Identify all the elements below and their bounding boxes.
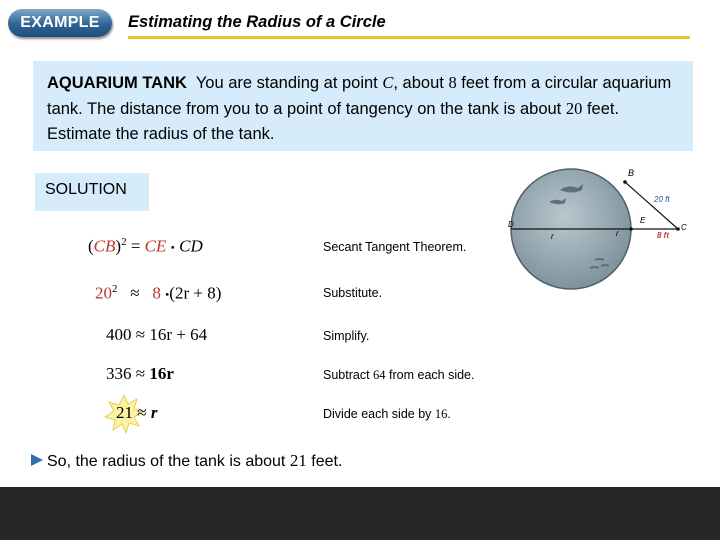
eq3-approx: ≈ <box>135 325 146 344</box>
equation-5 <box>116 403 157 423</box>
equation-2 <box>95 283 221 304</box>
equation-3 <box>106 325 207 345</box>
step-5-reason-num: 16 <box>434 407 448 421</box>
step-4-reason-b: from each side. <box>389 368 475 382</box>
result-text-b: feet. <box>311 453 343 470</box>
tangent-line <box>625 182 678 229</box>
problem-text-1: You are standing at point <box>195 74 378 92</box>
problem-dist-1: 8 <box>448 73 457 92</box>
eq1-exp: 2 <box>121 236 127 248</box>
label-e: E <box>640 216 646 225</box>
step-4-reason <box>323 368 475 383</box>
eq1-equals: = <box>130 236 141 256</box>
eq2-rhs: (2r + 8) <box>169 283 222 303</box>
step-2-reason: Substitute. <box>323 286 383 300</box>
eq3-rhs: 16r + 64 <box>149 325 208 344</box>
eq1-ce: CE <box>144 236 167 256</box>
label-secant-length: 8 ft <box>657 231 669 240</box>
eq1-cb: CB <box>93 236 116 256</box>
eq5-lhs: 21 <box>116 403 133 422</box>
problem-heading: AQUARIUM TANK <box>47 74 187 92</box>
aquarium-diagram <box>505 160 692 320</box>
eq3-lhs: 400 <box>106 325 132 344</box>
label-c: C <box>681 223 687 232</box>
point-b <box>623 180 627 184</box>
eq1-close: ) <box>115 236 122 256</box>
label-tangent-length: 20 ft <box>654 195 670 204</box>
footer-bar <box>0 487 720 540</box>
title-underline <box>128 36 690 39</box>
result-text-a: So, the radius of the tank is about <box>47 453 286 470</box>
eq2-exp: 2 <box>112 283 118 295</box>
label-radius-1: r <box>551 232 554 241</box>
equation-1 <box>88 236 203 257</box>
eq2-approx: ≈ <box>130 283 140 303</box>
eq1-dot: • <box>170 240 175 255</box>
problem-text-3: feet from a circular aquarium tank. The distance from you to a point of tangency on the tank is about <box>47 74 672 118</box>
label-b: B <box>628 168 635 178</box>
triangle-bullet-icon <box>30 453 44 467</box>
solution-label: SOLUTION <box>45 181 127 198</box>
problem-point: C <box>382 73 394 92</box>
step-5-reason-a: Divide each side by <box>323 407 432 421</box>
problem-dist-2: 20 <box>565 99 583 118</box>
step-4-reason-num: 64 <box>373 368 386 382</box>
page-title: Estimating the Radius of a Circle <box>128 13 386 31</box>
example-badge: EXAMPLE <box>8 9 112 37</box>
eq2-eight: 8 <box>152 283 161 303</box>
problem-statement <box>47 70 687 147</box>
eq1-cd: CD <box>179 236 203 256</box>
label-d: D <box>508 220 514 229</box>
result-value: 21 <box>289 451 307 470</box>
step-5-reason-b: . <box>447 407 451 421</box>
problem-text-2: , about <box>393 74 444 92</box>
step-1-reason: Secant Tangent Theorem. <box>323 240 467 254</box>
label-radius-2: r <box>616 229 619 238</box>
equation-4 <box>106 364 174 384</box>
problem-text-4: feet. Estimate the radius of the tank. <box>47 100 620 143</box>
eq1-open: ( <box>88 236 94 256</box>
step-3-reason: Simplify. <box>323 329 370 343</box>
eq4-approx: ≈ <box>135 364 146 383</box>
eq4-lhs: 336 <box>106 364 132 383</box>
point-c <box>676 227 680 231</box>
eq5-rhs: r <box>150 403 158 422</box>
eq2-dot: • <box>165 287 170 302</box>
step-4-reason-a: Subtract <box>323 368 370 382</box>
step-5-reason <box>323 407 451 422</box>
eq4-rhs: 16r <box>149 364 174 383</box>
eq2-lhs: 20 <box>95 283 112 303</box>
result-statement <box>47 451 342 471</box>
point-e <box>629 227 633 231</box>
eq5-approx: ≈ <box>137 403 147 422</box>
